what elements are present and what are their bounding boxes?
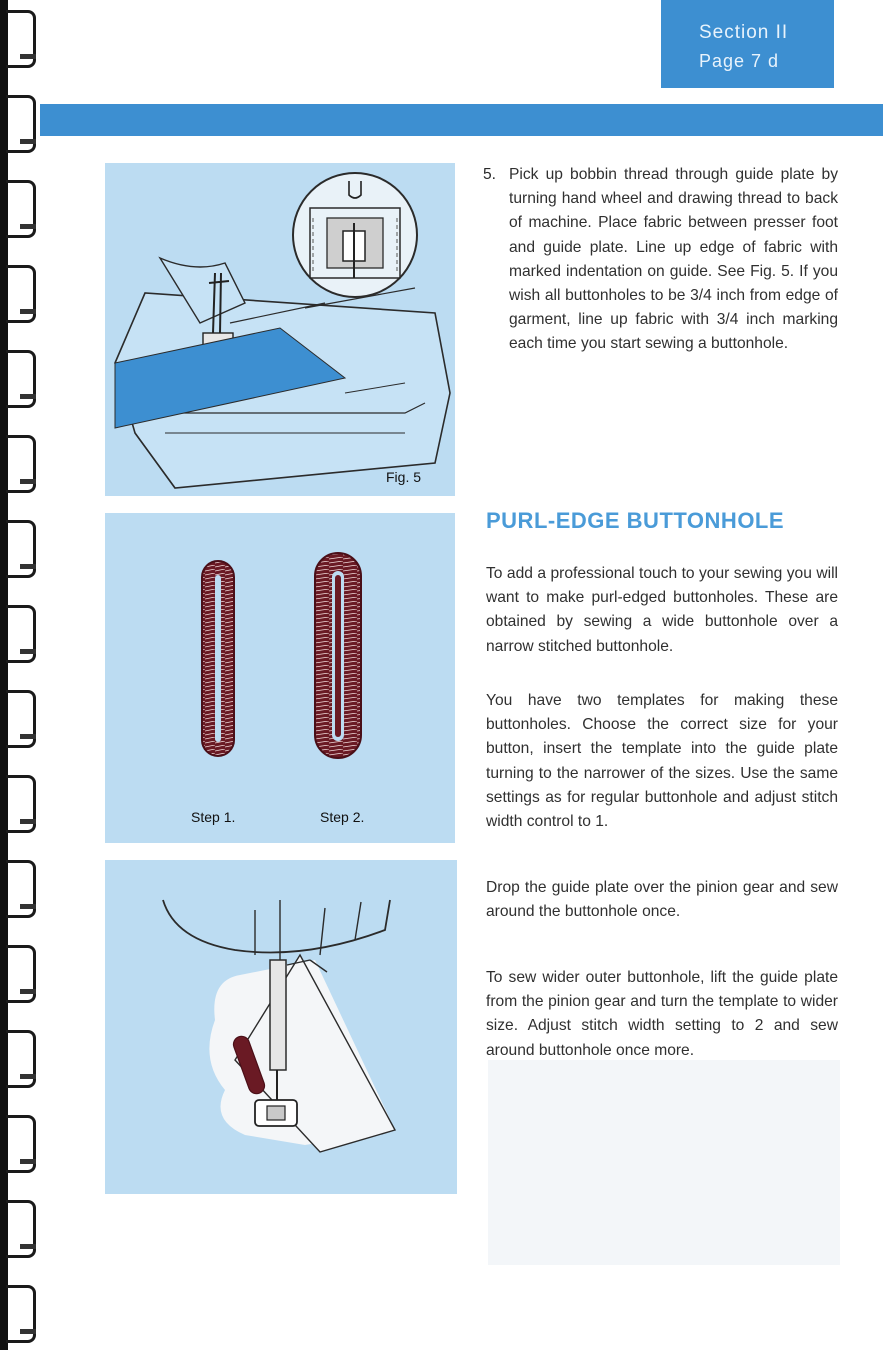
binding-ring bbox=[6, 605, 36, 663]
binding-ring bbox=[6, 775, 36, 833]
paragraph-text: You have two templates for making these buttonholes. Choose the correct size for your button, insert the template into the guide plate turning to the narrower of the sizes. Use the same settings as for regular buttonhole and adjust stitch width control to 1. bbox=[486, 692, 838, 831]
spiral-binding bbox=[0, 0, 52, 1350]
steps-panel bbox=[105, 513, 455, 843]
figure-5-label: Fig. 5 bbox=[386, 469, 422, 485]
paragraph-text: Drop the guide plate over the pinion gear and sew around the buttonhole once. bbox=[486, 879, 838, 921]
binding-ring bbox=[6, 520, 36, 578]
step-5-text: Pick up bobbin thread through guide plate by turning hand wheel and drawing thread to back of machine. Place fabric between presser foot and guide plate. Line up edge of fabric with marked indentation on guide. See Fig. 5. If you wish all buttonholes to be 3/4 inch from edge of garment, line up fabric with 3/4 inch marking each time you start sewing a buttonhole. bbox=[509, 166, 838, 353]
purl-edge-paragraph-2 bbox=[486, 689, 838, 834]
binding-ring bbox=[6, 180, 36, 238]
binding-ring bbox=[6, 690, 36, 748]
binding-ring bbox=[6, 350, 36, 408]
purl-edge-paragraph-1 bbox=[486, 562, 838, 659]
section-label: Section II bbox=[699, 22, 789, 43]
sewing-machine-guide-illustration bbox=[105, 163, 455, 496]
step-5-number: 5. bbox=[483, 166, 497, 183]
sewing-illustration-panel bbox=[105, 860, 457, 1194]
section-page-box bbox=[661, 0, 834, 88]
binding-ring bbox=[6, 10, 36, 68]
header-band bbox=[40, 104, 883, 136]
figure-5-panel bbox=[105, 163, 455, 496]
binding-ring bbox=[6, 1115, 36, 1173]
binding-ring bbox=[6, 95, 36, 153]
binding-ring bbox=[6, 1030, 36, 1088]
buttonhole-steps-illustration bbox=[105, 513, 455, 843]
step-1-label: Step 1. bbox=[191, 809, 236, 825]
step-2-label: Step 2. bbox=[320, 809, 365, 825]
binding-ring bbox=[6, 860, 36, 918]
page-label: Page 7 d bbox=[699, 51, 780, 71]
binding-ring bbox=[6, 1285, 36, 1343]
purl-edge-paragraph-4 bbox=[486, 966, 838, 1063]
paragraph-text: To add a professional touch to your sewing you will want to make purl-edged buttonholes. These are obtained by sewing a wide buttonhole over a narrow stitched buttonhole. bbox=[486, 565, 838, 655]
purl-edge-paragraph-3 bbox=[486, 876, 838, 924]
step-5 bbox=[483, 163, 838, 357]
purl-edge-heading: PURL-EDGE BUTTONHOLE bbox=[486, 508, 785, 533]
presser-foot-illustration bbox=[105, 860, 457, 1194]
binding-ring bbox=[6, 435, 36, 493]
binding-ring bbox=[6, 945, 36, 1003]
paragraph-text: To sew wider outer buttonhole, lift the guide plate from the pinion gear and turn the template to wider size. Adjust stitch width setting to 2 and sew around buttonhole once more. bbox=[486, 969, 838, 1059]
binding-ring bbox=[6, 1200, 36, 1258]
faint-background-area bbox=[488, 1060, 840, 1265]
binding-ring bbox=[6, 265, 36, 323]
